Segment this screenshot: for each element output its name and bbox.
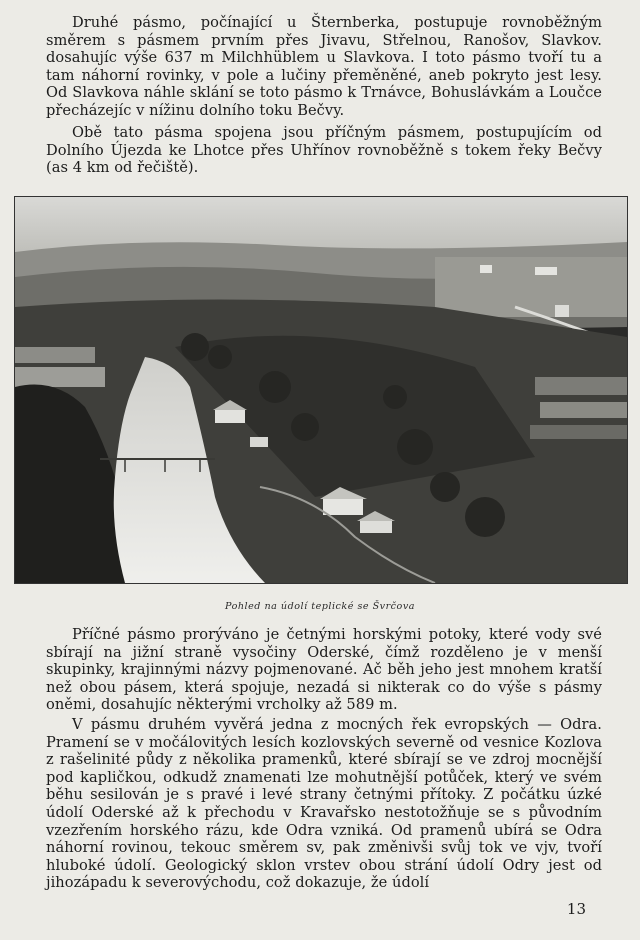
paragraph-3-text: Příčné pásmo prorýváno je četnými horskými potoky, které vody své sbírají na jižní straně vysočiny Oderské, čímž rozděleno je v menší skupinky, krajinnými názvy pojmenované. Ač běh jeho jest mnohem kratší než obou pásem, která spojuje, nezadá si nikterak co do výše s pásmy oněmi, dosahujíc některými vrcholky až 589 m. [46,626,602,714]
paragraph-4-text: V pásmu druhém vyvěrá jedna z mocných řek evropských — Odra. Pramení se v močálovitých lesích kozlovských severně od vesnice Kozlova z rašelinité půdy z několika pramenků, které sbírají se ve zdroj mocnější pod kapličkou, odkudž znamenati lze mohutnější potůček, který ve svém běhu sesilován je s pravé i levé strany četnými přítoky. Z počátku úzké údolí Oderské až k přechodu v Kravařsko nestotožňuje se s původním vzezřením horského rázu, kde Odra vzniká. Od pramenů ubírá se Odra náhorní rovinou, tekouc směrem sv, pak změnivši svůj tok ve vjv, tvoří hluboké údolí. Geologický sklon vrstev obou strání údolí Odry jest od jihozápadu k severovýchodu, což dokazuje, že údolí [46,716,602,892]
page-number: 13 [566,900,586,918]
landscape-photograph [14,196,628,584]
figure-caption: Pohled na údolí teplické se Švrčova [225,601,415,612]
paragraph-1 [46,14,602,120]
paragraph-4 [46,716,602,892]
paragraph-2-text: Obě tato pásma spojena jsou příčným pásmem, postupujícím od Dolního Újezda ke Lhotce přes Uhřínov rovnoběžně s tokem řeky Bečvy (as 4 km od řečiště). [46,124,602,177]
paragraph-2 [46,124,602,177]
paragraph-3 [46,626,602,714]
paragraph-1-text: Druhé pásmo, počínající u Šternberka, postupuje rovnoběžným směrem s pásmem prvním přes Jivavu, Střelnou, Ranošov, Slavkov. dosahujíc výše 637 m Milchhüblem u Slavkova. I toto pásmo tvoří tu a tam náhorní rovinky, v pole a lučiny přeměněné, aneb pokryto jest lesy. Od Slavkova náhle sklání se toto pásmo k Trnávce, Bohuslávkám a Loučce přecházejíc v nížinu dolního toku Bečvy. [46,14,602,119]
